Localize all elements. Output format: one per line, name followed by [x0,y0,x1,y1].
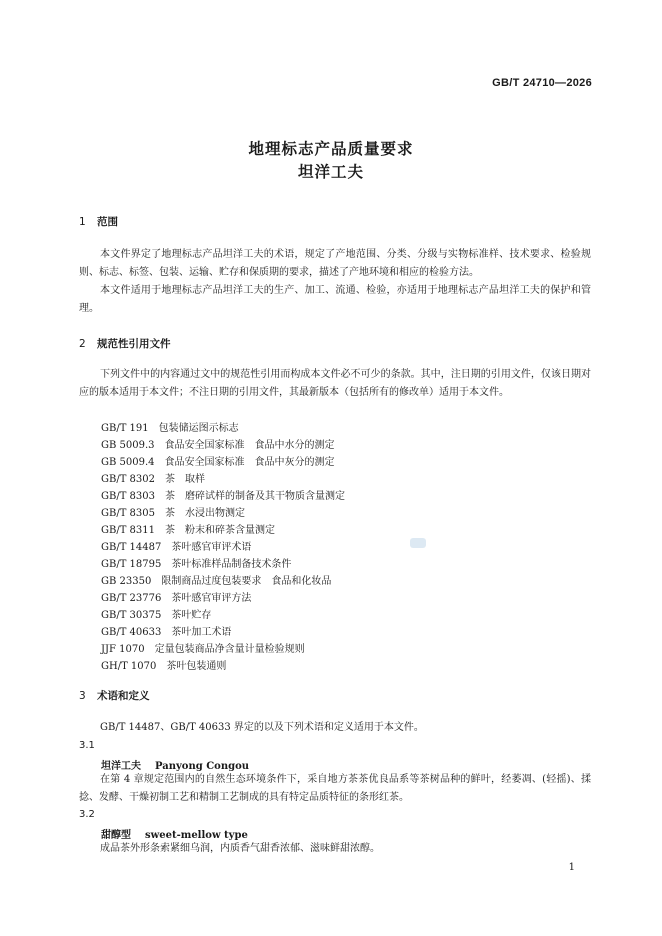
document-title: 地理标志产品质量要求 [248,140,414,158]
reference-item: GB/T 40633 茶叶加工术语 [101,627,232,638]
term-en: sweet-mellow type [145,830,248,841]
reference-item: GB/T 8303 茶 磨碎试样的制备及其干物质含量测定 [101,491,346,502]
scope-paragraph-1: 本文件界定了地理标志产品坦洋工夫的术语，规定了产地范围、分类、分级与实物标准样、技术要求、检验规则、标志、标签、包装、运输、贮存和保质期的要求，描述了产地环境和相应的检验方法。 [79,249,591,278]
section-number: 3 [79,690,86,702]
term-number: 3.2 [79,809,95,820]
reference-item: GB/T 14487 茶叶感官审评术语 [101,542,252,553]
reference-item: GB/T 8305 茶 水浸出物测定 [101,508,246,519]
term-number: 3.1 [79,740,95,751]
reference-item: GB/T 30375 茶叶贮存 [101,610,212,621]
term-definition: 在第 4 章规定范围内的自然生态环境条件下，采自地方茶茶优良品系等茶树品种的鲜叶，经萎凋、(轻摇)、揉捻、发酵、干燥初制工艺和精制工艺制成的具有特定品质特征的条形红茶。 [79,774,591,803]
page-number: 1 [568,862,575,873]
term-en: Panyong Congou [155,761,250,772]
term-heading [101,757,249,772]
term-heading [101,826,248,841]
term-definition: 成品茶外形条索紧细乌润，内质香气甜香浓郁、滋味鲜甜浓醇。 [100,843,380,854]
section-number: 2 [79,338,86,350]
scope-paragraph-2: 本文件适用于地理标志产品坦洋工夫的生产、加工、流通、检验，亦适用于地理标志产品坦洋工夫的保护和管理。 [79,285,591,314]
standard-code: GB/T 24710—2026 [492,77,592,89]
reference-item: GB 23350 限制商品过度包装要求 食品和化妆品 [101,576,332,587]
watermark-mark [410,538,426,548]
term-zh: 坦洋工夫 [101,761,141,772]
reference-item: GB 5009.4 食品安全国家标准 食品中灰分的测定 [101,457,335,468]
section-2-heading [79,336,171,351]
reference-item: GB/T 8302 茶 取样 [101,474,206,485]
terms-intro: GB/T 14487、GB/T 40633 界定的以及下列术语和定义适用于本文件。 [100,722,424,733]
normative-refs-intro: 下列文件中的内容通过文中的规范性引用而构成本文件必不可少的条款。其中，注日期的引用文件，仅该日期对应的版本适用于本文件；不注日期的引用文件，其最新版本（包括所有的修改单）适用于本文件。 [79,369,591,398]
section-1-heading [79,214,118,229]
reference-item: GB/T 8311 茶 粉末和碎茶含量测定 [101,525,276,536]
reference-item: GB/T 18795 茶叶标准样品制备技术条件 [101,559,292,570]
reference-item: JJF 1070 定量包装商品净含量计量检验规则 [101,644,305,655]
section-number: 1 [79,216,86,228]
section-title: 范围 [97,216,118,228]
section-3-heading [79,688,150,703]
document-subtitle: 坦洋工夫 [297,163,364,181]
section-title: 术语和定义 [97,690,150,702]
reference-item: GB/T 23776 茶叶感官审评方法 [101,593,252,604]
reference-item: GB/T 191 包装储运图示标志 [101,423,239,434]
term-zh: 甜醇型 [101,830,131,841]
reference-item: GH/T 1070 茶叶包装通则 [101,661,227,672]
section-title: 规范性引用文件 [97,338,171,350]
reference-item: GB 5009.3 食品安全国家标准 食品中水分的测定 [101,440,335,451]
